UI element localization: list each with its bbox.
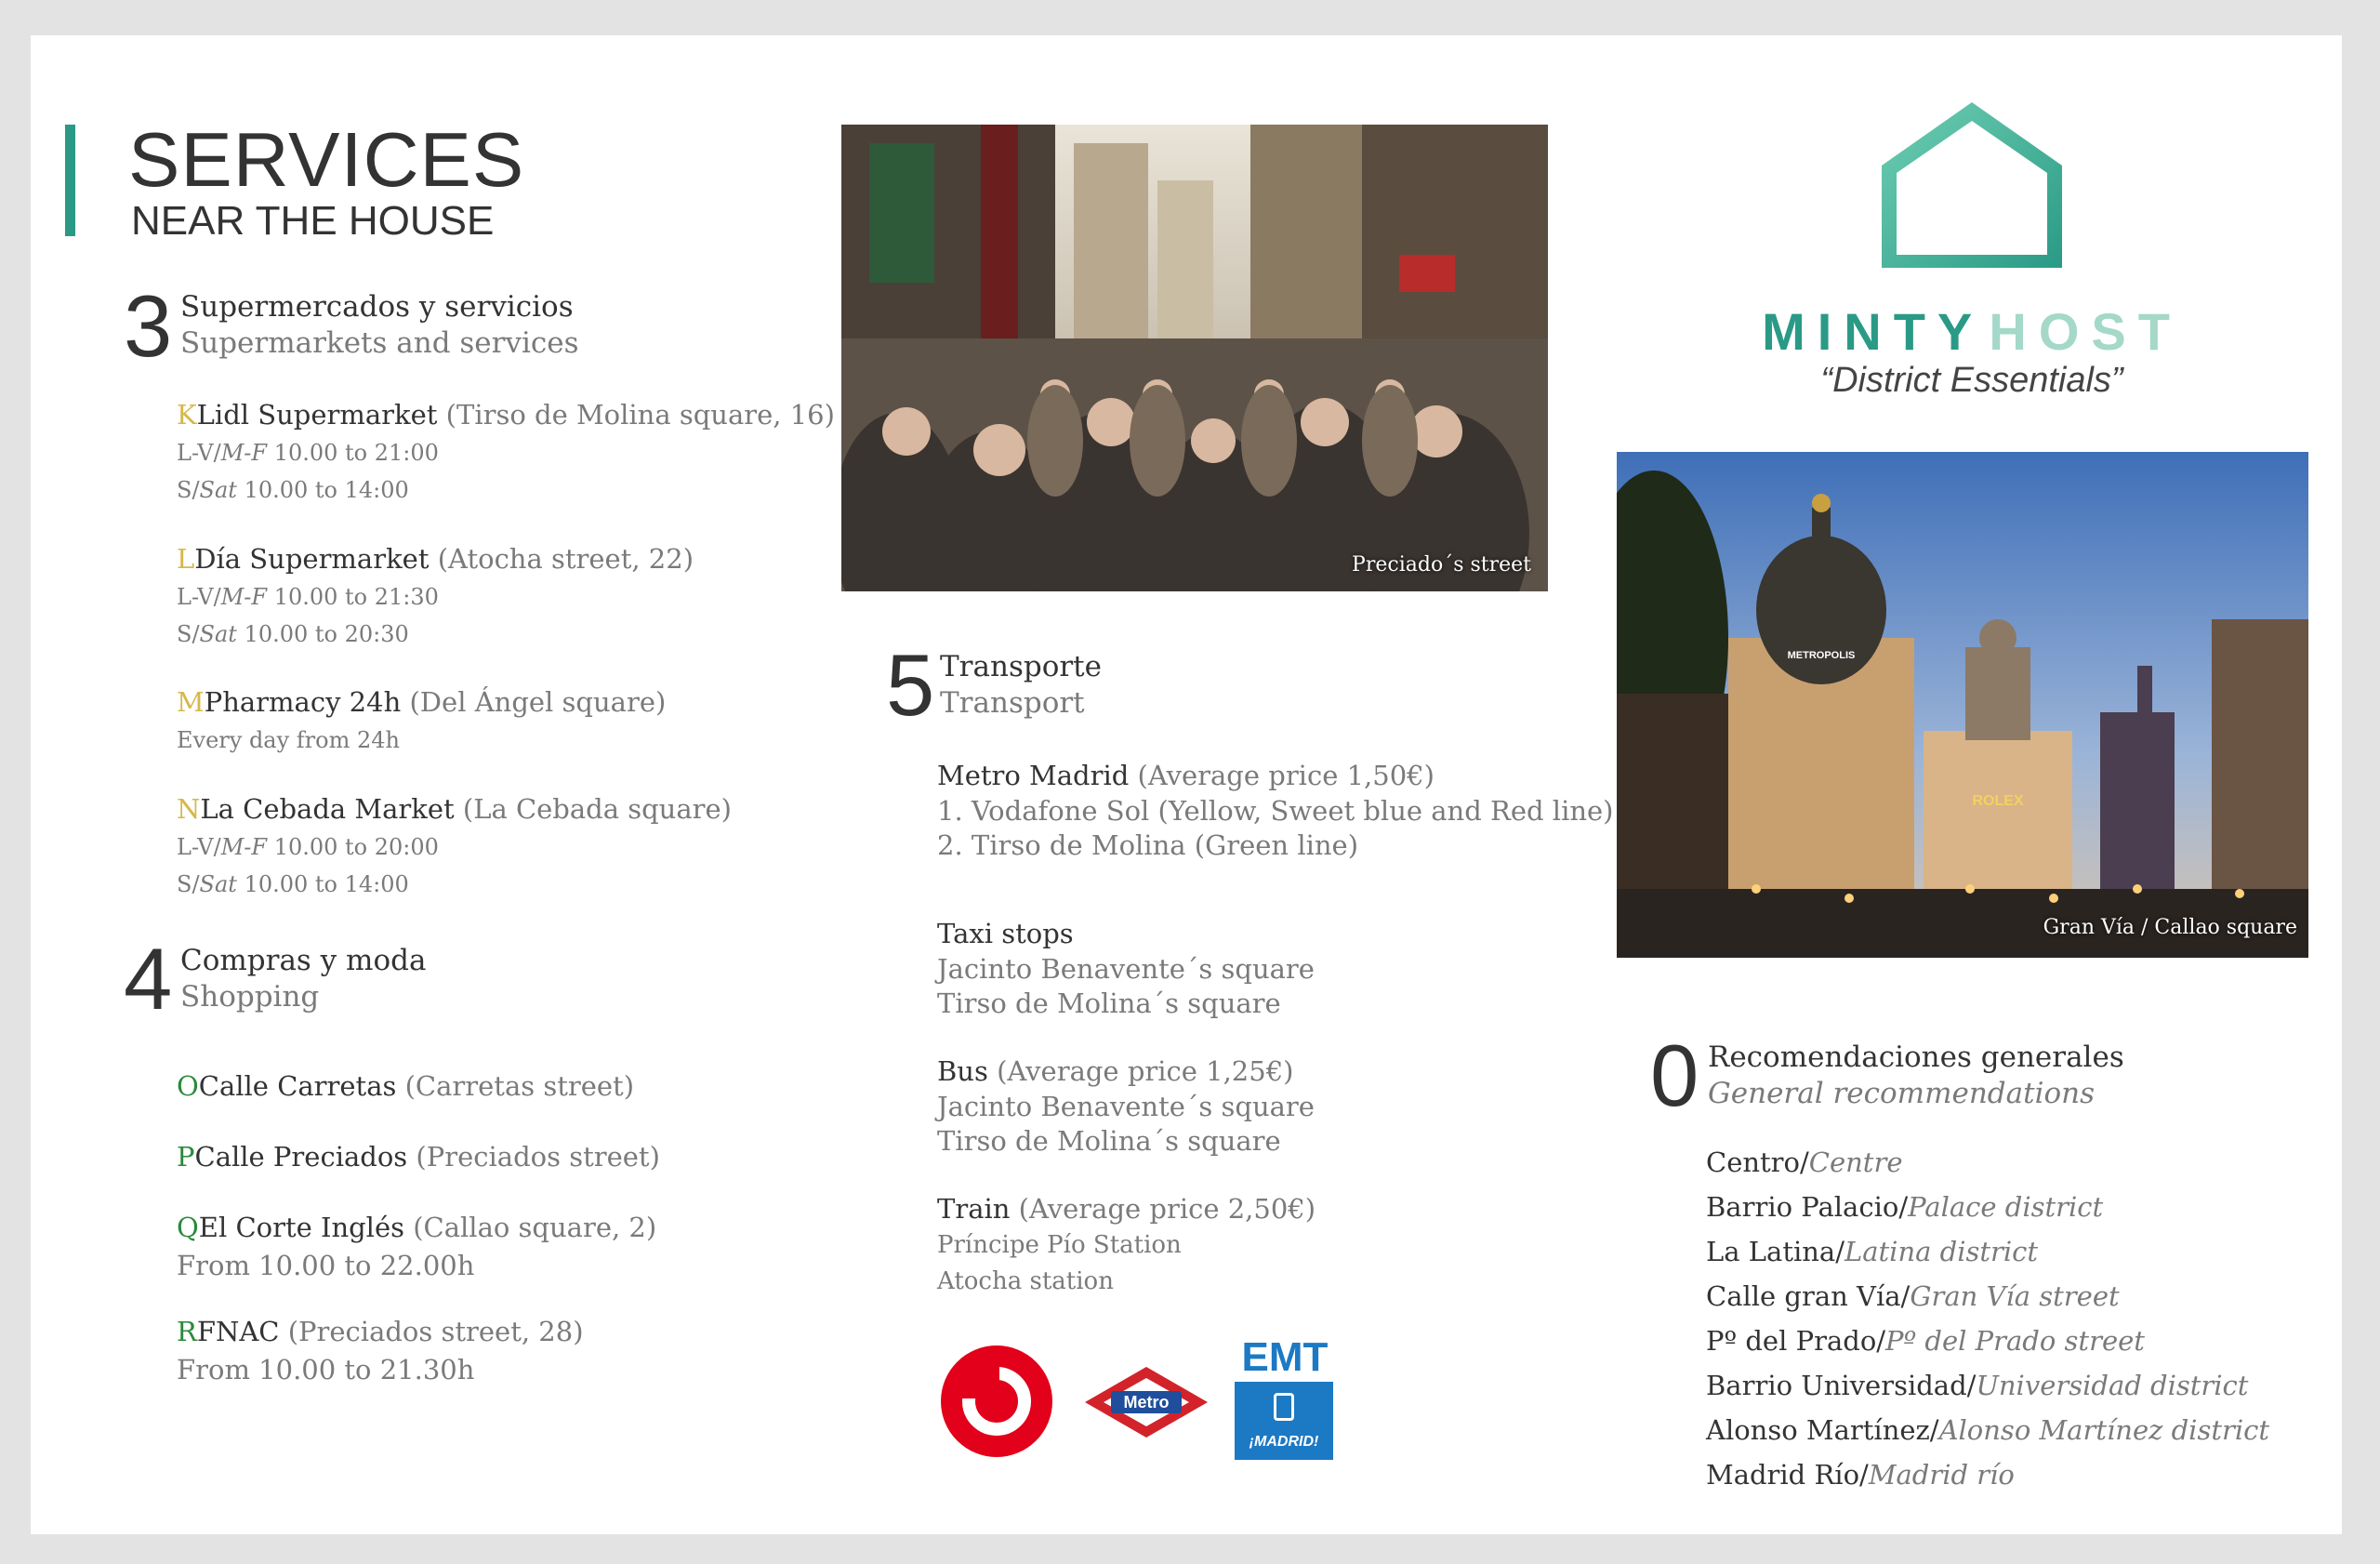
bus-price: (Average price 1,25€) xyxy=(997,1055,1294,1087)
photo-gran-via xyxy=(1617,452,2308,958)
page-title: SERVICES xyxy=(128,116,525,203)
item-hours: L-V/M-F 10.00 to 20:00 S/Sat 10.00 to 14:00 xyxy=(177,833,439,897)
brand-name xyxy=(1749,301,2195,362)
marker-letter: O xyxy=(177,1070,199,1102)
metropolis-sign: METROPOLIS xyxy=(1787,650,1856,661)
cercanias-logo-icon xyxy=(940,1345,1053,1458)
section-3-heading xyxy=(180,289,579,362)
item-address: (La Cebada square) xyxy=(462,793,732,825)
metro-logo-label: Metro xyxy=(1123,1393,1170,1412)
metro-line-2: 2. Tirso de Molina (Green line) xyxy=(937,829,1359,862)
list-item-carretas xyxy=(177,1067,634,1106)
item-name: Pharmacy 24h xyxy=(204,686,402,718)
marker-letter: L xyxy=(177,543,195,575)
section-0-number: 0 xyxy=(1650,1027,1699,1124)
marker-letter: P xyxy=(177,1141,195,1173)
item-name: Calle Carretas xyxy=(198,1070,397,1102)
brand-name-part2: HOST xyxy=(1989,302,2182,361)
crowd-street-illustration xyxy=(841,125,1548,591)
item-hours: L-V/M-F 10.00 to 21:30 S/Sat 10.00 to 20:30 xyxy=(177,583,439,647)
transport-metro xyxy=(937,759,1614,864)
item-address: (Preciados street, 28) xyxy=(287,1316,584,1347)
transport-train xyxy=(937,1192,1316,1300)
section-0-heading xyxy=(1708,1040,2124,1112)
item-address: (Del Ángel square) xyxy=(409,686,667,718)
bus-line-2: Tirso de Molina´s square xyxy=(937,1125,1281,1158)
list-item: Centro/Centre xyxy=(1706,1146,1903,1178)
item-address: (Tirso de Molina square, 16) xyxy=(445,399,835,431)
item-name: FNAC xyxy=(196,1316,280,1347)
list-item: Barrio Universidad/Universidad district xyxy=(1706,1370,2249,1401)
rolex-sign: ROLEX xyxy=(1972,793,2024,809)
photo-preciados-street xyxy=(841,125,1548,591)
section-5-heading xyxy=(940,649,1102,722)
item-hours: From 10.00 to 22.00h xyxy=(177,1249,475,1281)
marker-letter: R xyxy=(177,1316,197,1347)
bus-title: Bus xyxy=(937,1055,988,1087)
item-name: Calle Preciados xyxy=(194,1141,408,1173)
list-item: Pº del Prado/Pº del Prado street xyxy=(1706,1325,2145,1357)
list-item: Alonso Martínez/Alonso Martínez district xyxy=(1706,1414,2270,1446)
accent-bar xyxy=(65,125,75,236)
taxi-line-2: Tirso de Molina´s square xyxy=(937,987,1281,1020)
train-title: Train xyxy=(937,1193,1011,1225)
photo-caption: Gran Vía / Callao square xyxy=(2043,916,2297,939)
brand-tagline: “District Essentials” xyxy=(1820,361,2123,400)
section-3-title-en: Supermarkets and services xyxy=(180,325,579,360)
list-item-preciados xyxy=(177,1138,660,1176)
item-hours: Every day from 24h xyxy=(177,726,400,753)
section-5-number: 5 xyxy=(886,636,935,734)
section-0-title-en: General recommendations xyxy=(1708,1076,2096,1110)
item-hours: From 10.00 to 21.30h xyxy=(177,1353,475,1385)
transport-bus xyxy=(937,1054,1315,1160)
section-3-title-es: Supermercados y servicios xyxy=(180,290,574,324)
item-address: (Callao square, 2) xyxy=(413,1212,657,1243)
recommendations-list xyxy=(1706,1140,2269,1497)
item-name: La Cebada Market xyxy=(200,793,455,825)
section-5-title-en: Transport xyxy=(940,685,1085,720)
marker-letter: Q xyxy=(177,1212,199,1243)
transport-taxi xyxy=(937,917,1315,1022)
list-item-fnac xyxy=(177,1313,584,1388)
item-address: (Atocha street, 22) xyxy=(437,543,694,575)
list-item-dia xyxy=(177,540,694,653)
section-4-heading xyxy=(180,943,426,1015)
metro-title: Metro Madrid xyxy=(937,760,1130,791)
item-name: Día Supermarket xyxy=(194,543,430,575)
item-name: El Corte Inglés xyxy=(198,1212,405,1243)
bus-line-1: Jacinto Benavente´s square xyxy=(937,1090,1315,1122)
section-4-title-en: Shopping xyxy=(180,979,320,1014)
marker-letter: K xyxy=(177,399,197,431)
train-line-2: Atocha station xyxy=(937,1266,1114,1295)
page-subtitle: NEAR THE HOUSE xyxy=(131,198,495,244)
taxi-line-1: Jacinto Benavente´s square xyxy=(937,952,1315,985)
section-4-number: 4 xyxy=(124,930,173,1027)
section-3-number: 3 xyxy=(124,277,173,375)
emt-logo-icon xyxy=(1235,1334,1335,1462)
emt-logo-label: EMT xyxy=(1241,1334,1329,1380)
section-0-title-es: Recomendaciones generales xyxy=(1708,1040,2124,1074)
metro-line-1: 1. Vodafone Sol (Yellow, Sweet blue and Red line) xyxy=(937,794,1614,827)
gran-via-illustration xyxy=(1617,452,2308,958)
photo-caption: Preciado´s street xyxy=(1352,553,1531,577)
madrid-bear-icon xyxy=(1274,1393,1294,1421)
section-5-title-es: Transporte xyxy=(940,650,1102,683)
marker-letter: M xyxy=(177,686,205,718)
section-4-title-es: Compras y moda xyxy=(180,944,427,977)
brochure-page xyxy=(31,35,2342,1534)
list-item-lidl xyxy=(177,396,835,509)
metro-price: (Average price 1,50€) xyxy=(1137,760,1435,791)
marker-letter: N xyxy=(177,793,201,825)
train-line-1: Príncipe Pío Station xyxy=(937,1230,1182,1259)
item-address: (Carretas street) xyxy=(404,1070,635,1102)
list-item: La Latina/Latina district xyxy=(1706,1236,2039,1267)
list-item-corte-ingles xyxy=(177,1209,656,1284)
train-price: (Average price 2,50€) xyxy=(1018,1193,1316,1225)
house-outline-icon xyxy=(1876,99,2068,272)
item-address: (Preciados street) xyxy=(416,1141,660,1173)
list-item-cebada xyxy=(177,790,732,903)
list-item: Calle gran Vía/Gran Vía street xyxy=(1706,1280,2120,1312)
metro-madrid-logo-icon xyxy=(1083,1365,1210,1439)
list-item: Madrid Río/Madrid río xyxy=(1706,1459,2015,1491)
taxi-title: Taxi stops xyxy=(937,918,1074,949)
item-hours: L-V/M-F 10.00 to 21:00 S/Sat 10.00 to 14:00 xyxy=(177,439,439,503)
list-item: Barrio Palacio/Palace district xyxy=(1706,1191,2104,1223)
emt-logo-sub: ¡MADRID! xyxy=(1249,1434,1319,1450)
brand-name-part1: MINTY xyxy=(1762,302,1985,361)
item-name: Lidl Supermarket xyxy=(196,399,438,431)
list-item-pharmacy xyxy=(177,683,666,759)
